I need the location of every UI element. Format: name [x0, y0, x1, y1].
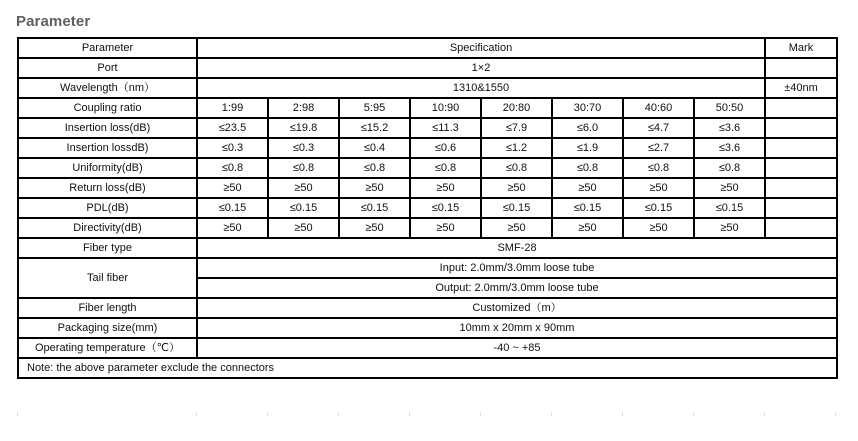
row-label: Fiber length — [18, 298, 197, 318]
packaging-size-value: 10mm x 20mm x 90mm — [197, 318, 837, 338]
port-row — [18, 58, 837, 78]
table-cell: ≤0.8 — [694, 158, 765, 178]
fiber-type-value: SMF-28 — [197, 238, 837, 258]
parameter-table — [17, 37, 838, 379]
table-cell: ≥50 — [481, 178, 552, 198]
row-label: Return loss(dB) — [18, 178, 197, 198]
table-cell: ≤11.3 — [410, 118, 481, 138]
wavelength-row — [18, 78, 837, 98]
table-cell: ≥50 — [481, 218, 552, 238]
table-cell: 30:70 — [552, 98, 623, 118]
table-cell: 20:80 — [481, 98, 552, 118]
wavelength-value: 1310&1550 — [197, 78, 765, 98]
sheet-gridline-ticks — [0, 412, 858, 418]
table-cell: ≥50 — [197, 178, 268, 198]
fiber-type-row — [18, 238, 837, 258]
row-label: Uniformity(dB) — [18, 158, 197, 178]
mark-cell — [765, 118, 837, 138]
table-cell: ≥50 — [694, 218, 765, 238]
insertion-loss-2-row — [18, 138, 837, 158]
table-cell: ≤0.3 — [268, 138, 339, 158]
header-parameter: Parameter — [18, 38, 197, 58]
table-cell: ≥50 — [623, 218, 694, 238]
port-value: 1×2 — [197, 58, 765, 78]
table-cell: ≥50 — [552, 178, 623, 198]
mark-cell — [765, 138, 837, 158]
mark-cell — [765, 98, 837, 118]
header-row — [18, 38, 837, 58]
note-text: Note: the above parameter exclude the connectors — [18, 358, 837, 378]
table-cell: ≤2.7 — [623, 138, 694, 158]
mark-cell — [765, 158, 837, 178]
table-cell: ≤0.8 — [339, 158, 410, 178]
row-label: Coupling ratio — [18, 98, 197, 118]
table-cell: ≥50 — [623, 178, 694, 198]
table-cell: ≥50 — [268, 178, 339, 198]
insertion-loss-row — [18, 118, 837, 138]
table-cell: ≤0.8 — [410, 158, 481, 178]
table-cell: ≤0.15 — [694, 198, 765, 218]
coupling-ratio-row — [18, 98, 837, 118]
mark-cell — [765, 178, 837, 198]
table-cell: ≤3.6 — [694, 118, 765, 138]
table-cell: ≤0.15 — [339, 198, 410, 218]
table-cell: ≤23.5 — [197, 118, 268, 138]
mark-cell — [765, 198, 837, 218]
table-cell: ≤0.15 — [268, 198, 339, 218]
table-cell: ≤0.15 — [552, 198, 623, 218]
port-mark — [765, 58, 837, 78]
directivity-row — [18, 218, 837, 238]
table-cell: ≤0.8 — [552, 158, 623, 178]
table-cell: 5:95 — [339, 98, 410, 118]
table-cell: ≥50 — [268, 218, 339, 238]
table-cell: ≥50 — [694, 178, 765, 198]
row-label: Insertion lossdB) — [18, 138, 197, 158]
table-cell: ≤6.0 — [552, 118, 623, 138]
table-cell: ≤0.15 — [410, 198, 481, 218]
row-label: Directivity(dB) — [18, 218, 197, 238]
table-cell: ≥50 — [552, 218, 623, 238]
table-cell: ≤19.8 — [268, 118, 339, 138]
row-label: Operating temperature（℃） — [18, 338, 197, 358]
table-cell: ≤0.8 — [197, 158, 268, 178]
table-cell: ≤7.9 — [481, 118, 552, 138]
table-cell: ≤3.6 — [694, 138, 765, 158]
table-cell: ≤4.7 — [623, 118, 694, 138]
table-cell: ≤0.4 — [339, 138, 410, 158]
table-cell: ≤0.3 — [197, 138, 268, 158]
mark-cell — [765, 218, 837, 238]
header-mark: Mark — [765, 38, 837, 58]
table-cell: ≤0.8 — [623, 158, 694, 178]
note-row — [18, 358, 837, 378]
row-label: Wavelength（nm） — [18, 78, 197, 98]
operating-temperature-row — [18, 338, 837, 358]
table-cell: ≤0.6 — [410, 138, 481, 158]
uniformity-row — [18, 158, 837, 178]
table-cell: 2:98 — [268, 98, 339, 118]
table-cell: 50:50 — [694, 98, 765, 118]
table-cell: ≥50 — [410, 178, 481, 198]
tail-fiber-input-row — [18, 258, 837, 278]
fiber-length-row — [18, 298, 837, 318]
table-cell: ≥50 — [410, 218, 481, 238]
section-title: Parameter — [16, 13, 91, 30]
table-cell: ≥50 — [339, 218, 410, 238]
table-cell: ≤1.2 — [481, 138, 552, 158]
tail-fiber-output: Output: 2.0mm/3.0mm loose tube — [197, 278, 837, 298]
operating-temperature-value: -40 ~ +85 — [197, 338, 837, 358]
row-label: Tail fiber — [18, 258, 197, 298]
row-label: Packaging size(mm) — [18, 318, 197, 338]
row-label: Fiber type — [18, 238, 197, 258]
table-cell: ≤0.8 — [268, 158, 339, 178]
pdl-row — [18, 198, 837, 218]
return-loss-row — [18, 178, 837, 198]
table-cell: ≤0.15 — [197, 198, 268, 218]
table-cell: ≤0.15 — [481, 198, 552, 218]
row-label: PDL(dB) — [18, 198, 197, 218]
fiber-length-value: Customized（m） — [197, 298, 837, 318]
table-cell: 10:90 — [410, 98, 481, 118]
table-cell: ≤15.2 — [339, 118, 410, 138]
header-specification: Specification — [197, 38, 765, 58]
table-cell: ≥50 — [339, 178, 410, 198]
row-label: Insertion loss(dB) — [18, 118, 197, 138]
wavelength-mark: ±40nm — [765, 78, 837, 98]
table-cell: ≤0.15 — [623, 198, 694, 218]
table-cell: ≤0.8 — [481, 158, 552, 178]
row-label: Port — [18, 58, 197, 78]
tail-fiber-input: Input: 2.0mm/3.0mm loose tube — [197, 258, 837, 278]
table-cell: 1:99 — [197, 98, 268, 118]
table-cell: ≥50 — [197, 218, 268, 238]
packaging-size-row — [18, 318, 837, 338]
table-cell: 40:60 — [623, 98, 694, 118]
table-cell: ≤1.9 — [552, 138, 623, 158]
